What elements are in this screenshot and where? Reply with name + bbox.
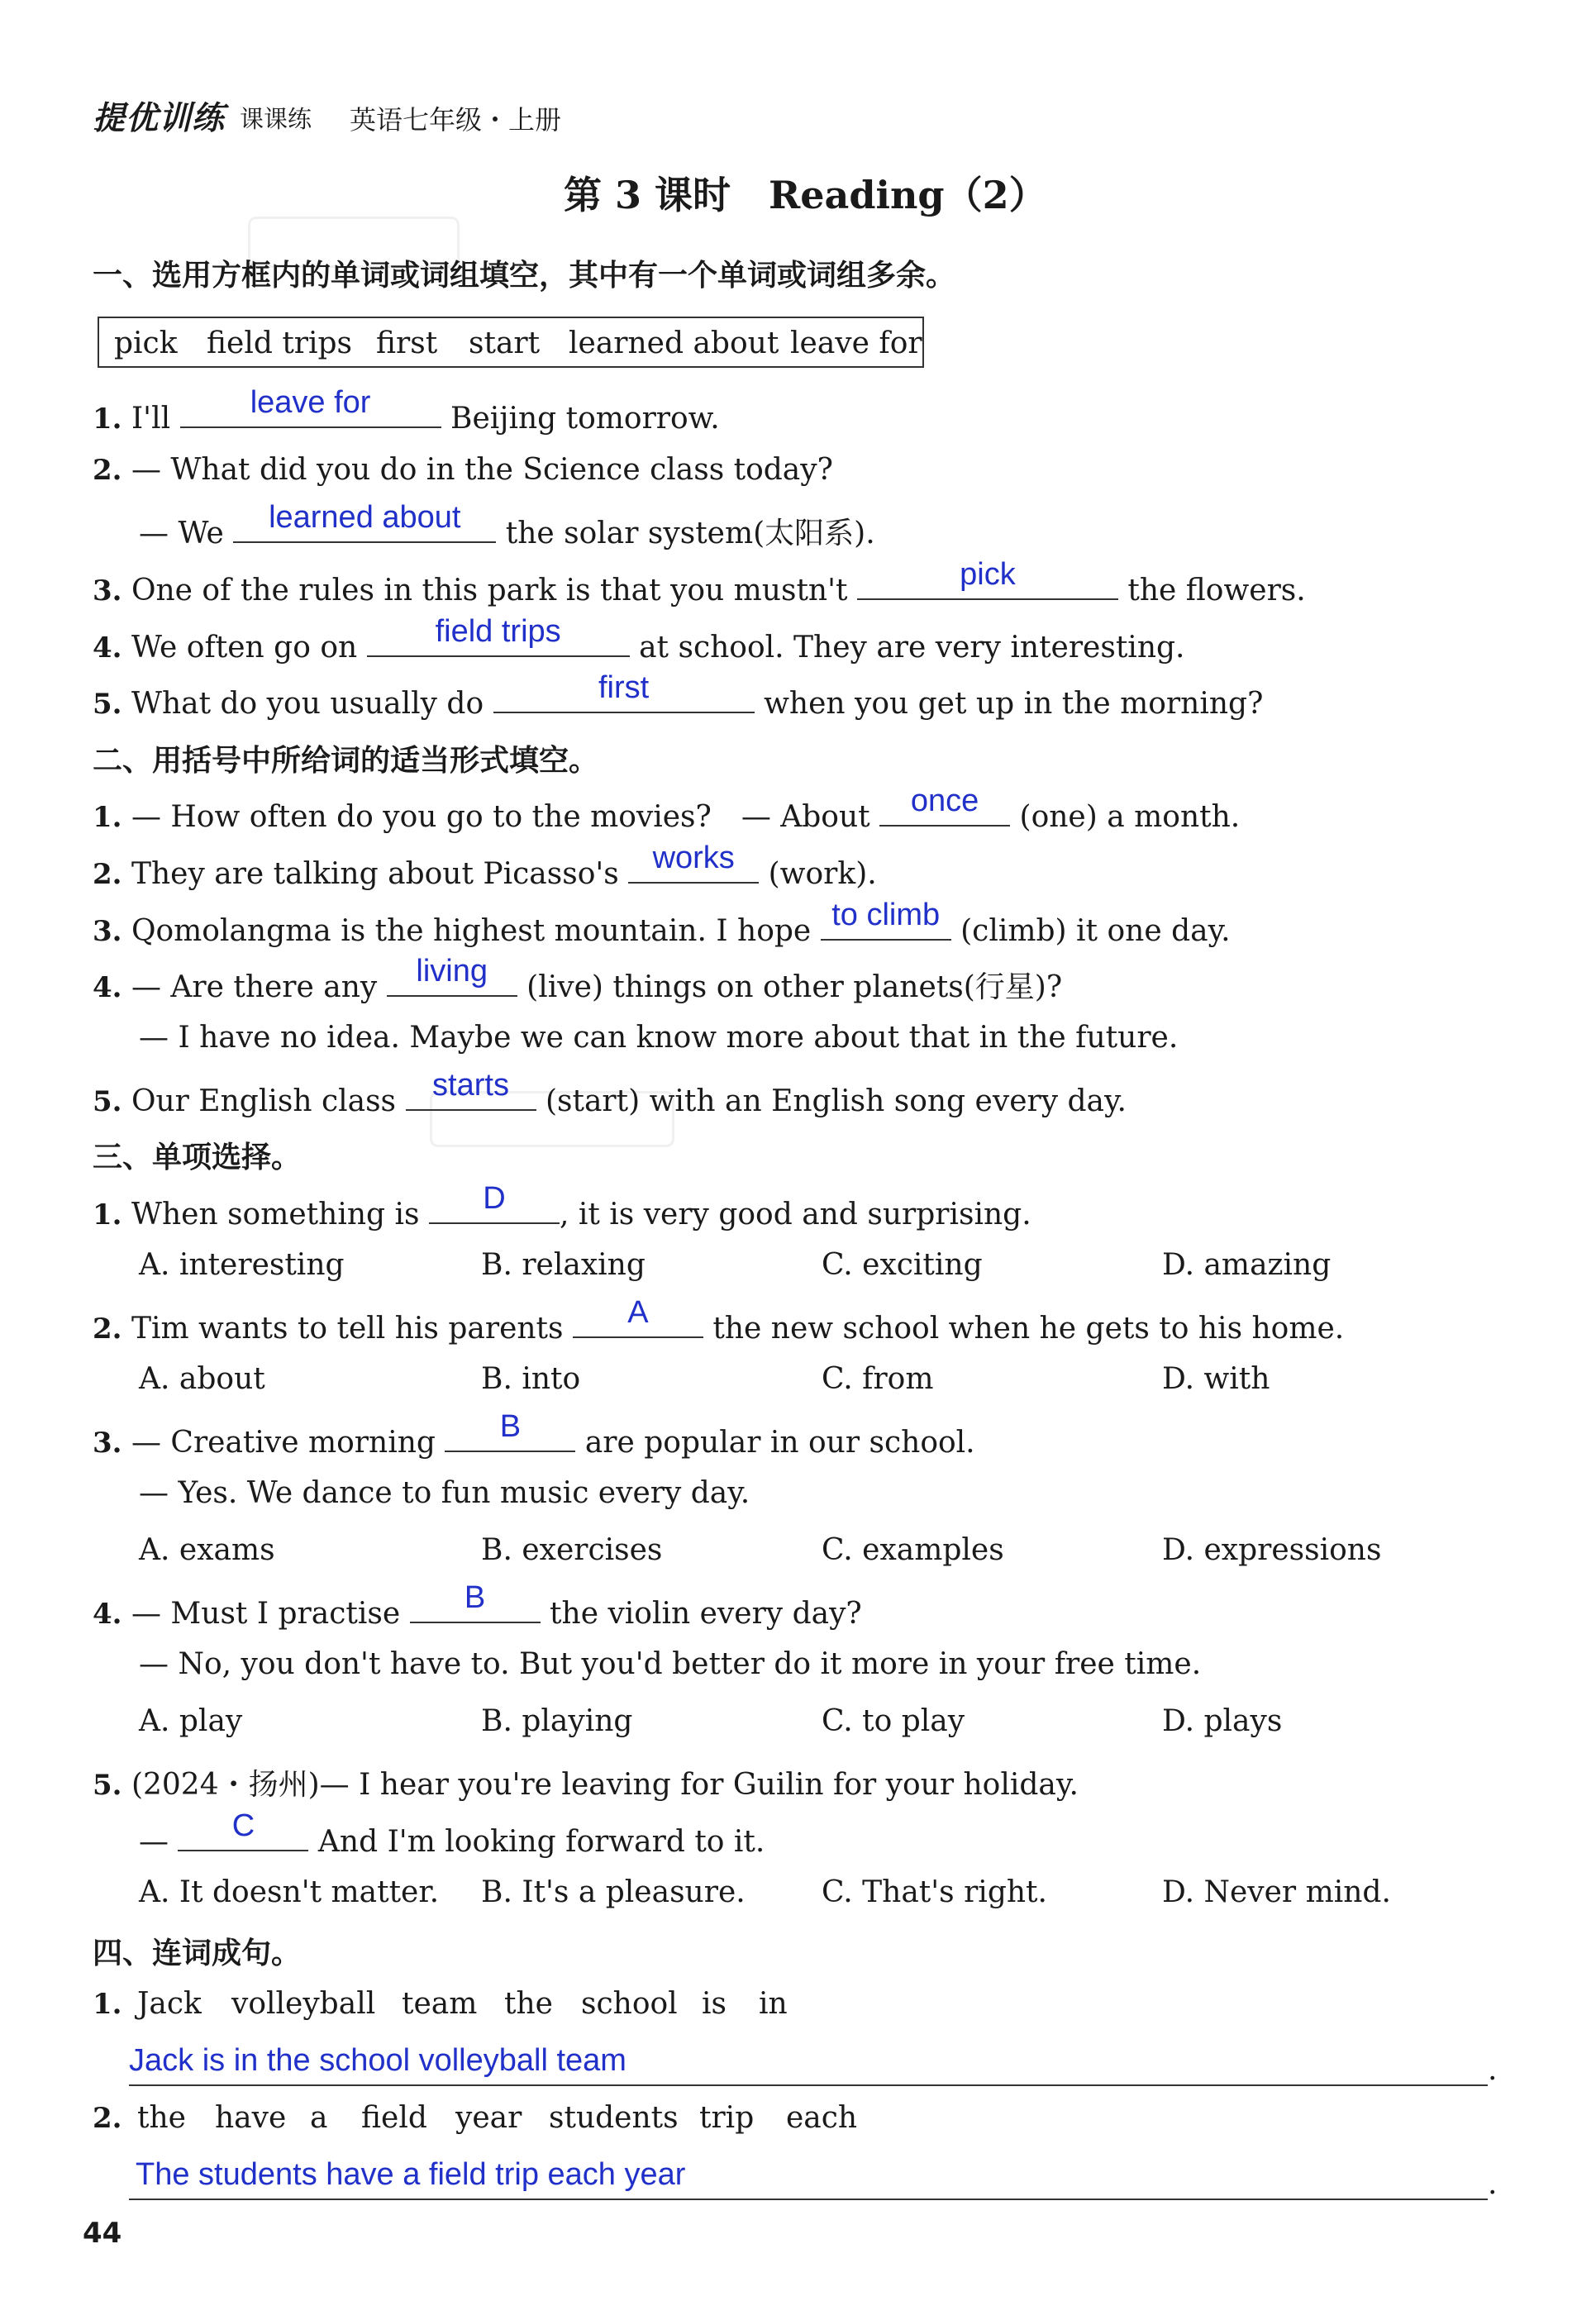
word-box-item: leave for bbox=[790, 326, 922, 360]
option[interactable]: A. It doesn't matter. bbox=[139, 1875, 440, 1909]
answer-line bbox=[129, 2199, 1488, 2200]
question-number: 1. bbox=[93, 1988, 122, 2021]
word-box-item: start bbox=[469, 326, 541, 360]
word: students bbox=[549, 2101, 679, 2135]
series-label: 英语七年级・上册 bbox=[350, 104, 562, 136]
question bbox=[93, 784, 1241, 836]
question-text: the solar system(太阳系). bbox=[505, 517, 875, 550]
question-number: 3. bbox=[93, 574, 122, 607]
option[interactable]: C. That's right. bbox=[822, 1875, 1047, 1909]
answer-blank[interactable] bbox=[429, 1181, 560, 1224]
option[interactable]: B. playing bbox=[481, 1704, 633, 1738]
question-text: (2024・扬州)— I hear you're leaving for Guilin for your holiday. bbox=[131, 1768, 1079, 1802]
question-text: Beijing tomorrow. bbox=[450, 402, 720, 436]
word-box-item: pick bbox=[114, 326, 178, 360]
word: is bbox=[702, 1987, 727, 2021]
option[interactable]: A. interesting bbox=[139, 1248, 345, 1282]
option[interactable]: B. relaxing bbox=[481, 1248, 646, 1282]
option[interactable]: D. amazing bbox=[1162, 1248, 1332, 1282]
word: the bbox=[504, 1987, 553, 2021]
question bbox=[93, 841, 877, 891]
answer: field trips bbox=[435, 614, 561, 649]
section-1-title: 一、选用方框内的单词或词组填空，其中有一个单词或词组多余。 bbox=[93, 259, 956, 293]
answer: to climb bbox=[831, 898, 941, 932]
answer: C bbox=[231, 1808, 255, 1843]
question-text: (work). bbox=[768, 857, 877, 891]
sentence-end-mark: . bbox=[1488, 2167, 1498, 2201]
question-text: when you get up in the morning? bbox=[764, 687, 1264, 721]
answer-sentence[interactable]: The students have a field trip each year bbox=[136, 2157, 686, 2192]
option[interactable]: A. play bbox=[139, 1704, 243, 1738]
question-line: — No, you don't have to. But you'd better do it more in your free time. bbox=[139, 1647, 1202, 1681]
question-text: (one) a month. bbox=[1019, 800, 1241, 834]
question-text: And I'm looking forward to it. bbox=[317, 1825, 765, 1859]
answer: pick bbox=[960, 557, 1016, 592]
lesson-title: 第 3 课时 Reading（2） bbox=[564, 173, 1047, 217]
question-text: the new school when he gets to his home. bbox=[712, 1312, 1345, 1346]
question bbox=[93, 557, 1306, 607]
question bbox=[93, 954, 1063, 1006]
question-number: 5. bbox=[93, 1085, 122, 1118]
word: school bbox=[581, 1987, 678, 2021]
option[interactable]: B. into bbox=[481, 1362, 581, 1396]
word: volleyball bbox=[231, 1987, 376, 2021]
word-box-item: first bbox=[376, 326, 438, 360]
question-text: What do you usually do bbox=[131, 687, 484, 721]
option[interactable]: D. with bbox=[1162, 1362, 1270, 1396]
question bbox=[93, 1580, 862, 1631]
section-4-title: 四、连词成句。 bbox=[93, 1937, 302, 1970]
question-text: We often go on bbox=[131, 631, 358, 665]
answer-sentence[interactable]: Jack is in the school volleyball team bbox=[129, 2043, 626, 2078]
option[interactable]: D. expressions bbox=[1162, 1533, 1382, 1567]
brand-logo: 提优训练 bbox=[93, 100, 226, 137]
question bbox=[93, 670, 1264, 721]
answer-blank[interactable] bbox=[879, 784, 1010, 827]
answer: D bbox=[483, 1181, 506, 1216]
option[interactable]: A. exams bbox=[139, 1533, 275, 1567]
answer: learned about bbox=[269, 500, 461, 535]
option[interactable]: D. plays bbox=[1162, 1704, 1283, 1738]
question-text: I'll bbox=[131, 402, 171, 436]
question-number: 4. bbox=[93, 971, 122, 1004]
question-text: — How often do you go to the movies? — About bbox=[131, 800, 870, 834]
word: have bbox=[215, 2101, 287, 2135]
question-text: — Must I practise bbox=[131, 1597, 401, 1631]
answer-blank[interactable] bbox=[367, 614, 630, 657]
question-text: — We bbox=[139, 517, 224, 550]
answer-blank[interactable] bbox=[445, 1409, 575, 1452]
word: the bbox=[137, 2101, 186, 2135]
word: a bbox=[310, 2101, 328, 2135]
question-number: 1. bbox=[93, 403, 122, 436]
question-number: 1. bbox=[93, 801, 122, 834]
question-number: 1. bbox=[93, 1198, 122, 1231]
question-text: (live) things on other planets(行星)? bbox=[526, 970, 1063, 1004]
question-text: , it is very good and surprising. bbox=[559, 1198, 1031, 1231]
question-number: 5. bbox=[93, 688, 122, 721]
word: each bbox=[786, 2101, 858, 2135]
question bbox=[93, 1761, 1079, 1803]
question-line: — Yes. We dance to fun music every day. bbox=[139, 1476, 750, 1510]
question bbox=[93, 1068, 1127, 1118]
option[interactable]: C. exciting bbox=[822, 1248, 983, 1282]
question-text: the flowers. bbox=[1127, 574, 1306, 607]
option[interactable]: A. about bbox=[139, 1362, 265, 1396]
page-number: 44 bbox=[83, 2217, 122, 2250]
word-box-item: field trips bbox=[207, 326, 353, 360]
option[interactable]: B. exercises bbox=[481, 1533, 663, 1567]
word: year bbox=[455, 2101, 522, 2135]
question-number: 2. bbox=[93, 1312, 122, 1346]
question-number: 2. bbox=[93, 454, 122, 487]
question-number: 4. bbox=[93, 631, 122, 665]
question-text: Tim wants to tell his parents bbox=[131, 1312, 564, 1346]
question-number: 3. bbox=[93, 1427, 122, 1460]
question-text: Our English class bbox=[131, 1084, 397, 1118]
question bbox=[93, 1409, 975, 1460]
question-number: 3. bbox=[93, 915, 122, 948]
question-text: — What did you do in the Science class today? bbox=[131, 453, 833, 487]
section-2-title: 二、用括号中所给词的适当形式填空。 bbox=[93, 744, 599, 778]
answer-blank[interactable] bbox=[387, 954, 517, 997]
question bbox=[93, 898, 1231, 948]
answer: first bbox=[598, 670, 650, 705]
question bbox=[93, 453, 833, 487]
option[interactable]: D. Never mind. bbox=[1162, 1875, 1391, 1909]
brand-subtitle: 课课练 bbox=[240, 105, 312, 133]
answer-blank[interactable] bbox=[178, 1808, 308, 1851]
question-line bbox=[139, 500, 875, 552]
answer: B bbox=[499, 1409, 522, 1444]
question bbox=[93, 1181, 1031, 1231]
question-text: (climb) it one day. bbox=[960, 914, 1231, 948]
word: trip bbox=[699, 2101, 755, 2135]
answer: leave for bbox=[250, 385, 371, 420]
question-text: — Creative morning bbox=[131, 1426, 436, 1460]
question-text: are popular in our school. bbox=[584, 1426, 975, 1460]
word: team bbox=[402, 1987, 478, 2021]
answer-line bbox=[129, 2084, 1488, 2086]
word-box-item: learned about bbox=[569, 326, 779, 360]
question-text: at school. They are very interesting. bbox=[639, 631, 1185, 665]
answer-blank[interactable] bbox=[493, 670, 755, 713]
question-number: 4. bbox=[93, 1598, 122, 1631]
question-text: (start) with an English song every day. bbox=[545, 1084, 1127, 1118]
question-text: — bbox=[139, 1825, 169, 1859]
question-text: Qomolangma is the highest mountain. I hope bbox=[131, 914, 812, 948]
question-text: the violin every day? bbox=[550, 1597, 862, 1631]
word: in bbox=[759, 1987, 788, 2021]
answer: A bbox=[627, 1295, 649, 1330]
answer-blank[interactable] bbox=[180, 385, 441, 428]
answer: living bbox=[416, 954, 488, 989]
question bbox=[93, 385, 720, 436]
sentence-end-mark: . bbox=[1488, 2053, 1498, 2087]
answer: B bbox=[464, 1580, 486, 1615]
option[interactable]: B. It's a pleasure. bbox=[481, 1875, 746, 1909]
option[interactable]: C. to play bbox=[822, 1704, 965, 1738]
answer: once bbox=[910, 784, 979, 818]
option[interactable]: C. examples bbox=[822, 1533, 1004, 1567]
question-text: When something is bbox=[131, 1198, 420, 1231]
answer: starts bbox=[432, 1068, 509, 1103]
section-3-title: 三、单项选择。 bbox=[93, 1141, 302, 1174]
word: Jack bbox=[137, 1987, 202, 2021]
answer-blank[interactable] bbox=[573, 1295, 703, 1338]
question-text: They are talking about Picasso's bbox=[131, 857, 619, 891]
question-number: 2. bbox=[93, 858, 122, 891]
question-line bbox=[139, 1808, 765, 1859]
option[interactable]: C. from bbox=[822, 1362, 934, 1396]
word-box bbox=[98, 317, 924, 368]
answer-blank[interactable] bbox=[406, 1068, 536, 1111]
question bbox=[93, 1295, 1345, 1346]
answer-blank[interactable] bbox=[233, 500, 496, 543]
answer-blank[interactable] bbox=[410, 1580, 541, 1623]
question-text: One of the rules in this park is that you mustn't bbox=[131, 574, 848, 607]
answer-blank[interactable] bbox=[857, 557, 1118, 600]
question-number: 5. bbox=[93, 1769, 122, 1802]
word: field bbox=[361, 2101, 427, 2135]
answer-blank[interactable] bbox=[628, 841, 759, 884]
question-number: 2. bbox=[93, 2102, 122, 2135]
answer-blank[interactable] bbox=[821, 898, 951, 941]
question-text: — Are there any bbox=[131, 970, 378, 1004]
answer: works bbox=[652, 841, 735, 875]
question bbox=[93, 614, 1185, 665]
question-line: — I have no idea. Maybe we can know more about that in the future. bbox=[139, 1021, 1179, 1055]
